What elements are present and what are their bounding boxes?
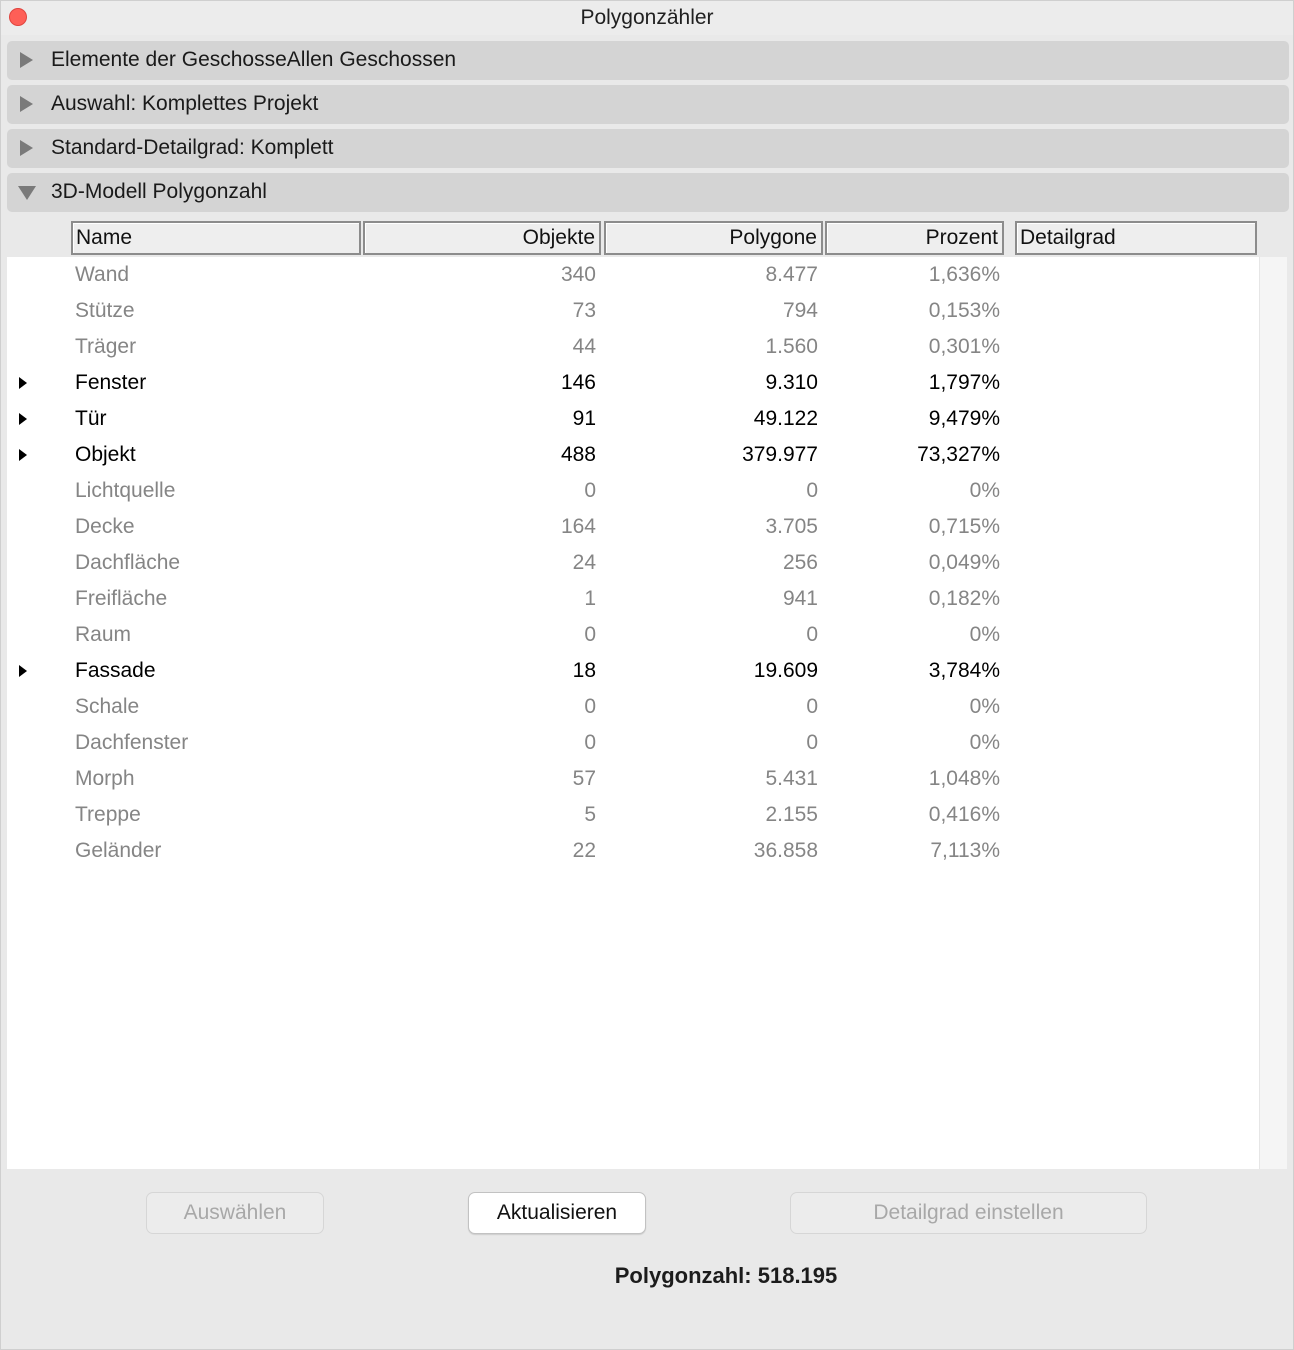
row-percent: 3,784% <box>928 659 1000 682</box>
table-row[interactable] <box>7 329 1259 365</box>
row-polygons: 0 <box>806 479 818 502</box>
table-row[interactable] <box>7 545 1259 581</box>
section-selection[interactable] <box>7 85 1289 124</box>
row-objects: 0 <box>584 731 596 754</box>
row-percent: 1,048% <box>928 767 1000 790</box>
table-row[interactable] <box>7 257 1259 293</box>
row-objects: 164 <box>560 515 596 538</box>
row-objects: 22 <box>572 839 596 862</box>
row-percent: 0,049% <box>928 551 1000 574</box>
row-polygons: 0 <box>806 731 818 754</box>
disclosure-right-icon[interactable] <box>20 96 33 112</box>
row-objects: 57 <box>572 767 596 790</box>
row-objects: 73 <box>572 299 596 322</box>
row-name: Dachfenster <box>75 731 189 754</box>
row-objects: 0 <box>584 623 596 646</box>
table-row[interactable] <box>7 617 1259 653</box>
row-polygons: 3.705 <box>765 515 818 538</box>
section-floor-elements[interactable] <box>7 41 1289 80</box>
row-objects: 1 <box>584 587 596 610</box>
row-percent: 9,479% <box>928 407 1000 430</box>
row-percent: 0% <box>969 623 1000 646</box>
disclosure-right-icon[interactable] <box>19 377 27 389</box>
row-name: Morph <box>75 767 135 790</box>
row-name: Dachfläche <box>75 551 181 574</box>
row-polygons: 49.122 <box>753 407 818 430</box>
title-bar <box>1 1 1293 35</box>
window-title: Polygonzähler <box>580 6 714 29</box>
row-name: Decke <box>75 515 135 538</box>
section-label: Elemente der GeschosseAllen Geschossen <box>51 48 457 71</box>
row-name: Schale <box>75 695 140 718</box>
disclosure-right-icon[interactable] <box>19 413 27 425</box>
table-scrollbar[interactable] <box>1259 257 1287 1169</box>
row-percent: 1,797% <box>928 371 1000 394</box>
table-row[interactable] <box>7 797 1259 833</box>
section-label: Standard-Detailgrad: Komplett <box>51 136 334 159</box>
set-detail-level-button[interactable]: Detailgrad einstellen <box>790 1192 1147 1234</box>
row-name: Lichtquelle <box>75 479 176 502</box>
table-row[interactable] <box>7 581 1259 617</box>
row-name: Freifläche <box>75 587 168 610</box>
row-polygons: 8.477 <box>765 263 818 286</box>
column-header-objects[interactable]: Objekte <box>363 221 601 255</box>
row-percent: 0,153% <box>928 299 1000 322</box>
row-polygons: 5.431 <box>765 767 818 790</box>
row-name: Stütze <box>75 299 135 322</box>
row-objects: 340 <box>560 263 596 286</box>
row-objects: 18 <box>572 659 596 682</box>
row-percent: 0% <box>969 695 1000 718</box>
row-percent: 0,416% <box>928 803 1000 826</box>
row-name: Wand <box>75 263 130 286</box>
table-row[interactable] <box>7 761 1259 797</box>
row-polygons: 794 <box>782 299 818 322</box>
row-name: Raum <box>75 623 132 646</box>
row-name: Geländer <box>75 839 162 862</box>
table-row[interactable] <box>7 293 1259 329</box>
column-header-percent[interactable]: Prozent <box>825 221 1004 255</box>
row-polygons: 36.858 <box>753 839 818 862</box>
table-row[interactable] <box>7 653 1259 689</box>
row-polygons: 0 <box>806 695 818 718</box>
row-polygons: 9.310 <box>765 371 818 394</box>
disclosure-right-icon[interactable] <box>19 665 27 677</box>
row-name: Tür <box>75 407 107 430</box>
table-row[interactable] <box>7 833 1259 869</box>
row-objects: 91 <box>572 407 596 430</box>
row-polygons: 19.609 <box>753 659 818 682</box>
table-row[interactable] <box>7 689 1259 725</box>
section-label: Auswahl: Komplettes Projekt <box>51 92 319 115</box>
table-row[interactable] <box>7 725 1259 761</box>
disclosure-down-icon[interactable] <box>18 186 36 200</box>
row-objects: 44 <box>572 335 596 358</box>
table-row[interactable] <box>7 473 1259 509</box>
row-percent: 7,113% <box>930 839 1000 862</box>
row-objects: 146 <box>560 371 596 394</box>
row-name: Fenster <box>75 371 147 394</box>
row-polygons: 1.560 <box>765 335 818 358</box>
row-percent: 0% <box>969 479 1000 502</box>
select-button[interactable]: Auswählen <box>146 1192 324 1234</box>
row-percent: 1,636% <box>928 263 1000 286</box>
row-name: Treppe <box>75 803 141 826</box>
row-percent: 0,301% <box>928 335 1000 358</box>
section-label: 3D-Modell Polygonzahl <box>51 180 267 203</box>
disclosure-right-icon[interactable] <box>20 52 33 68</box>
row-polygons: 379.977 <box>742 443 818 466</box>
column-header-polygons[interactable]: Polygone <box>604 221 823 255</box>
table-row[interactable] <box>7 401 1259 437</box>
row-polygons: 0 <box>806 623 818 646</box>
row-name: Objekt <box>75 443 136 466</box>
table-row[interactable] <box>7 365 1259 401</box>
column-header-detail-level[interactable]: Detailgrad <box>1015 221 1257 255</box>
row-objects: 5 <box>584 803 596 826</box>
table-row[interactable] <box>7 509 1259 545</box>
row-percent: 0,182% <box>928 587 1000 610</box>
disclosure-right-icon[interactable] <box>20 140 33 156</box>
total-polygon-count: Polygonzahl: 518.195 <box>614 1263 838 1288</box>
row-objects: 488 <box>560 443 596 466</box>
row-objects: 24 <box>572 551 596 574</box>
row-objects: 0 <box>584 479 596 502</box>
row-objects: 0 <box>584 695 596 718</box>
column-header-name[interactable]: Name <box>71 221 361 255</box>
row-polygons: 941 <box>782 587 818 610</box>
section-default-detail[interactable] <box>7 129 1289 168</box>
row-name: Fassade <box>75 659 156 682</box>
row-percent: 73,327% <box>917 443 1000 466</box>
row-polygons: 256 <box>782 551 818 574</box>
section-3d-polygon-count[interactable] <box>7 173 1289 212</box>
row-percent: 0% <box>969 731 1000 754</box>
row-percent: 0,715% <box>928 515 1000 538</box>
disclosure-right-icon[interactable] <box>19 449 27 461</box>
row-polygons: 2.155 <box>765 803 818 826</box>
table-row[interactable] <box>7 437 1259 473</box>
row-name: Träger <box>75 335 137 358</box>
update-button[interactable]: Aktualisieren <box>468 1192 646 1234</box>
